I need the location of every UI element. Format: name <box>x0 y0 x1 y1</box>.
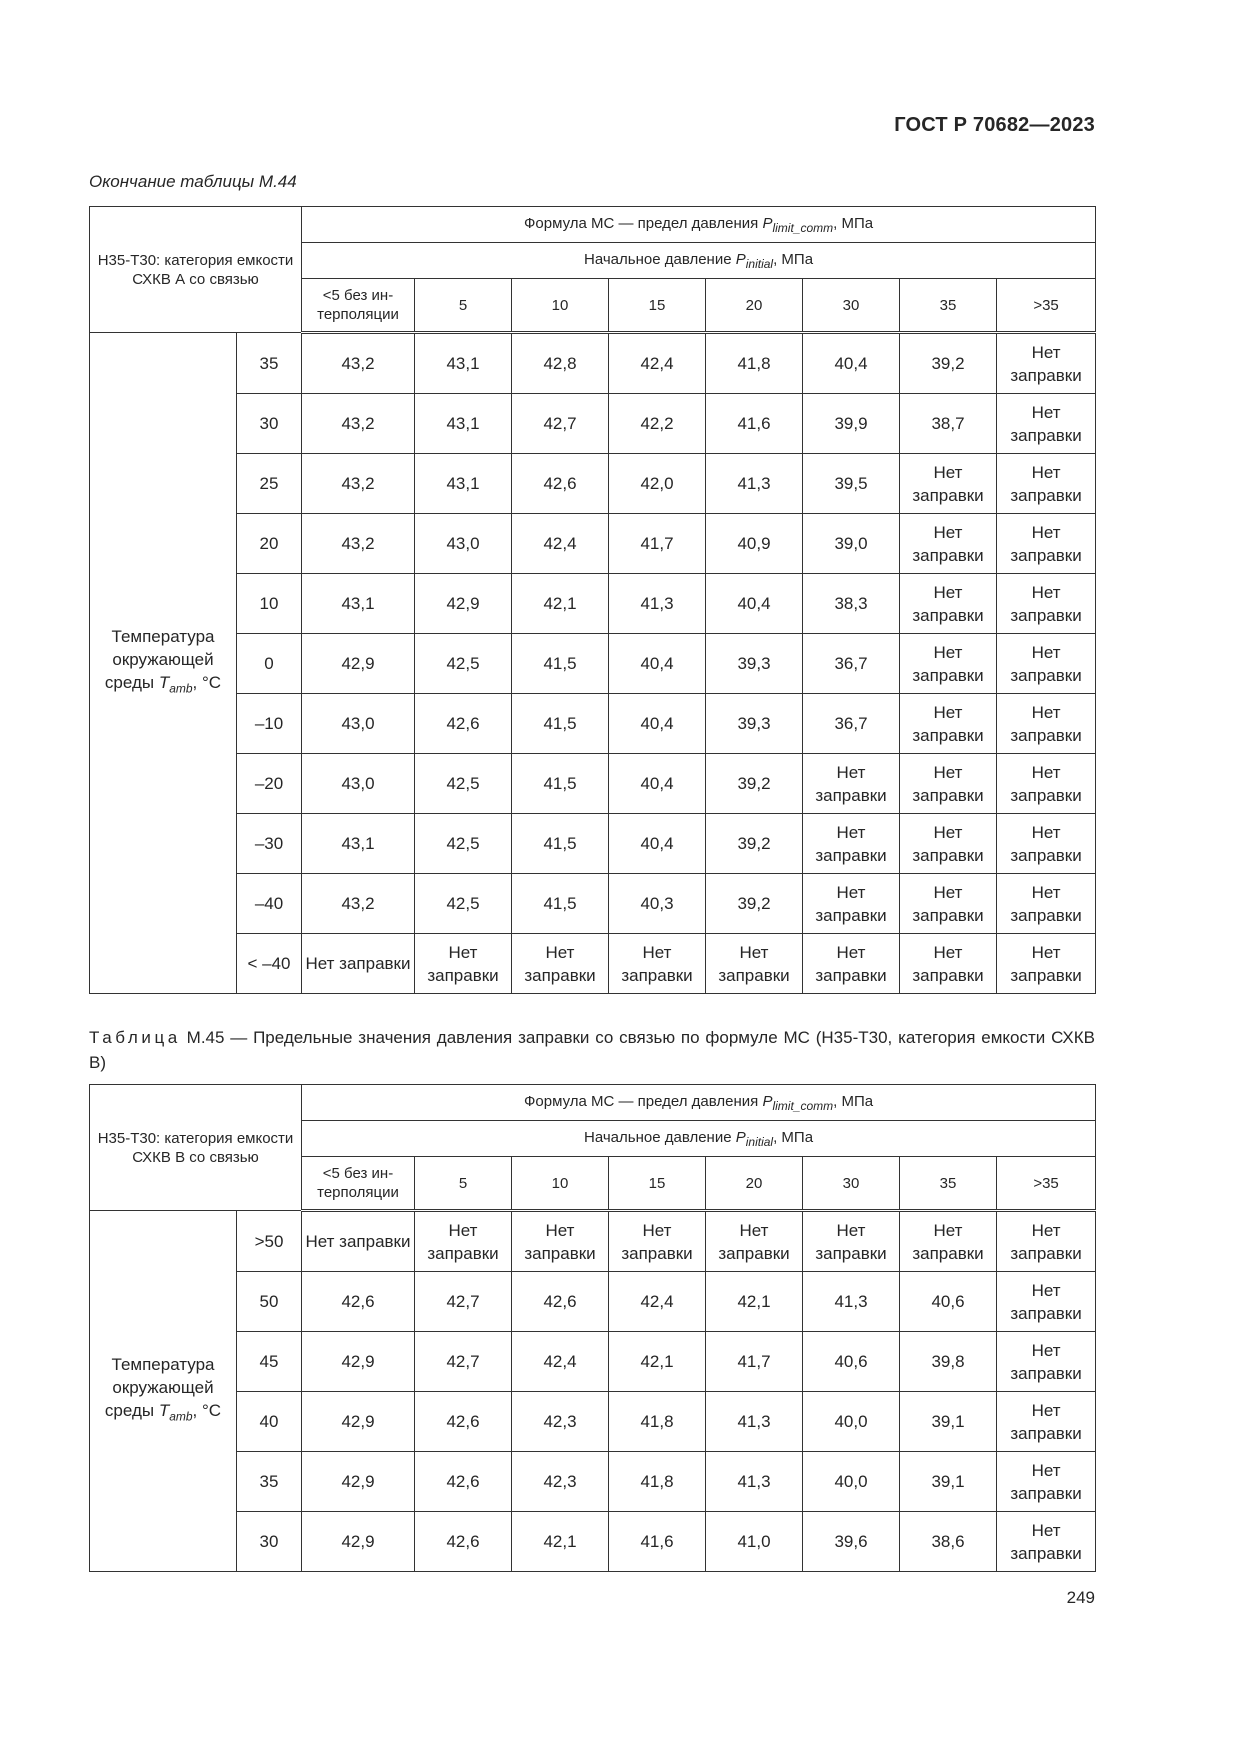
column-header: 5 <box>415 279 512 333</box>
value-cell: Нет заправки <box>803 814 900 874</box>
value-cell: 42,6 <box>415 1512 512 1572</box>
row-group-header: Температура окружающей среды $T_{amb}$, °C <box>90 1211 237 1572</box>
table-row <box>90 1332 1096 1392</box>
column-header: 35 <box>900 1157 997 1211</box>
value-cell: 41,3 <box>706 1452 803 1512</box>
value-cell: Нет заправки <box>803 1211 900 1272</box>
value-cell: 42,6 <box>302 1272 415 1332</box>
value-cell: 39,6 <box>803 1512 900 1572</box>
value-cell: 42,9 <box>302 1512 415 1572</box>
value-cell: 38,7 <box>900 394 997 454</box>
value-cell: 42,6 <box>512 1272 609 1332</box>
value-cell: 40,4 <box>609 754 706 814</box>
value-cell: Нет заправки <box>302 1211 415 1272</box>
value-cell: Нет заправки <box>900 574 997 634</box>
value-cell: Нет заправки <box>997 454 1096 514</box>
value-cell: 42,5 <box>415 814 512 874</box>
value-cell: 42,7 <box>415 1332 512 1392</box>
value-cell: Нет заправки <box>900 454 997 514</box>
value-cell: 40,0 <box>803 1452 900 1512</box>
temperature-cell: 35 <box>237 333 302 394</box>
value-cell: 39,2 <box>706 814 803 874</box>
value-cell: 39,5 <box>803 454 900 514</box>
value-cell: 41,0 <box>706 1512 803 1572</box>
value-cell: Нет заправки <box>997 754 1096 814</box>
value-cell: 43,1 <box>415 333 512 394</box>
value-cell: 40,4 <box>609 814 706 874</box>
temperature-cell: 50 <box>237 1272 302 1332</box>
value-cell: 43,0 <box>415 514 512 574</box>
value-cell: 42,5 <box>415 874 512 934</box>
temperature-cell: –20 <box>237 754 302 814</box>
value-cell: 41,3 <box>706 1392 803 1452</box>
value-cell: Нет заправки <box>997 694 1096 754</box>
value-cell: 42,0 <box>609 454 706 514</box>
value-cell: Нет заправки <box>997 1332 1096 1392</box>
value-cell: Нет заправки <box>997 1272 1096 1332</box>
value-cell: 42,4 <box>609 1272 706 1332</box>
value-cell: Нет заправки <box>609 1211 706 1272</box>
value-cell: 39,2 <box>706 874 803 934</box>
column-header: 15 <box>609 279 706 333</box>
row-group-header: Температура окружающей среды $T_{amb}$, °C <box>90 333 237 994</box>
value-cell: 42,4 <box>512 514 609 574</box>
temperature-cell: –40 <box>237 874 302 934</box>
value-cell: 41,7 <box>706 1332 803 1392</box>
value-cell: 41,8 <box>609 1392 706 1452</box>
value-cell: 43,0 <box>302 694 415 754</box>
value-cell: 41,6 <box>706 394 803 454</box>
table-corner-header: Н35-Т30: категория емкости СХКВ А со связью <box>90 207 302 333</box>
value-cell: 40,4 <box>609 694 706 754</box>
table-row <box>90 514 1096 574</box>
value-cell: 43,2 <box>302 514 415 574</box>
value-cell: Нет заправки <box>803 874 900 934</box>
value-cell: 42,5 <box>415 754 512 814</box>
value-cell: 43,1 <box>415 454 512 514</box>
value-cell: Нет заправки <box>900 934 997 994</box>
value-cell: 36,7 <box>803 694 900 754</box>
table-row <box>90 394 1096 454</box>
value-cell: 42,7 <box>512 394 609 454</box>
value-cell: 42,9 <box>302 1392 415 1452</box>
formula-header: Формула МС — предел давления $P_{limit\_comm}$, МПа <box>302 207 1096 243</box>
temperature-cell: –30 <box>237 814 302 874</box>
value-cell: 42,3 <box>512 1392 609 1452</box>
value-cell: 41,3 <box>609 574 706 634</box>
value-cell: 42,6 <box>415 1392 512 1452</box>
value-cell: Нет заправки <box>512 1211 609 1272</box>
initial-pressure-header: Начальное давление $P_{initial}$, МПа <box>302 243 1096 279</box>
value-cell: Нет заправки <box>997 814 1096 874</box>
value-cell: Нет заправки <box>997 333 1096 394</box>
value-cell: 43,2 <box>302 874 415 934</box>
value-cell: 42,2 <box>609 394 706 454</box>
value-cell: 36,7 <box>803 634 900 694</box>
value-cell: 41,7 <box>609 514 706 574</box>
temperature-cell: 0 <box>237 634 302 694</box>
value-cell: 43,1 <box>415 394 512 454</box>
table-row <box>90 814 1096 874</box>
formula-header: Формула МС — предел давления $P_{limit\_comm}$, МПа <box>302 1085 1096 1121</box>
value-cell: 42,6 <box>512 454 609 514</box>
value-cell: Нет заправки <box>997 1392 1096 1452</box>
temperature-cell: 20 <box>237 514 302 574</box>
table-corner-header: Н35-Т30: категория емкости СХКВ В со связью <box>90 1085 302 1211</box>
table-row <box>90 934 1096 994</box>
column-header: <5 без ин-терполяции <box>302 279 415 333</box>
table-row <box>90 1211 1096 1272</box>
table-row <box>90 1272 1096 1332</box>
value-cell: 43,2 <box>302 394 415 454</box>
value-cell: 38,3 <box>803 574 900 634</box>
column-header: <5 без ин-терполяции <box>302 1157 415 1211</box>
value-cell: Нет заправки <box>997 514 1096 574</box>
value-cell: 41,8 <box>706 333 803 394</box>
value-cell: 39,1 <box>900 1392 997 1452</box>
value-cell: Нет заправки <box>900 694 997 754</box>
value-cell: 39,2 <box>706 754 803 814</box>
value-cell: 42,6 <box>415 694 512 754</box>
value-cell: Нет заправки <box>415 934 512 994</box>
value-cell: 40,4 <box>609 634 706 694</box>
temperature-cell: 40 <box>237 1392 302 1452</box>
value-cell: 40,4 <box>803 333 900 394</box>
value-cell: Нет заправки <box>997 1452 1096 1512</box>
temperature-cell: 10 <box>237 574 302 634</box>
value-cell: Нет заправки <box>415 1211 512 1272</box>
value-cell: 43,0 <box>302 754 415 814</box>
value-cell: Нет заправки <box>609 934 706 994</box>
value-cell: 40,3 <box>609 874 706 934</box>
table-m45 <box>89 1084 1096 1572</box>
value-cell: 41,5 <box>512 634 609 694</box>
table-row <box>90 1452 1096 1512</box>
value-cell: 42,5 <box>415 634 512 694</box>
table-row <box>90 634 1096 694</box>
initial-pressure-header: Начальное давление $P_{initial}$, МПа <box>302 1121 1096 1157</box>
column-header: 5 <box>415 1157 512 1211</box>
column-header: 10 <box>512 279 609 333</box>
value-cell: 42,4 <box>609 333 706 394</box>
value-cell: Нет заправки <box>900 814 997 874</box>
temperature-cell: 35 <box>237 1452 302 1512</box>
value-cell: 42,7 <box>415 1272 512 1332</box>
table-row <box>90 333 1096 394</box>
value-cell: 43,1 <box>302 574 415 634</box>
temperature-cell: 25 <box>237 454 302 514</box>
page-number: 249 <box>1066 1588 1095 1607</box>
standard-number: ГОСТ Р 70682—2023 <box>894 114 1095 136</box>
value-cell: 39,9 <box>803 394 900 454</box>
temperature-cell: < –40 <box>237 934 302 994</box>
value-cell: 42,9 <box>302 1452 415 1512</box>
value-cell: Нет заправки <box>997 634 1096 694</box>
value-cell: Нет заправки <box>706 1211 803 1272</box>
value-cell: 40,6 <box>900 1272 997 1332</box>
value-cell: 42,1 <box>512 1512 609 1572</box>
temperature-cell: –10 <box>237 694 302 754</box>
value-cell: Нет заправки <box>706 934 803 994</box>
value-cell: 40,0 <box>803 1392 900 1452</box>
column-header: 20 <box>706 279 803 333</box>
value-cell: 38,6 <box>900 1512 997 1572</box>
value-cell: 41,3 <box>706 454 803 514</box>
table-row <box>90 574 1096 634</box>
column-header: >35 <box>997 1157 1096 1211</box>
temperature-cell: 30 <box>237 1512 302 1572</box>
column-header: 15 <box>609 1157 706 1211</box>
value-cell: 43,2 <box>302 333 415 394</box>
value-cell: Нет заправки <box>900 634 997 694</box>
value-cell: 42,3 <box>512 1452 609 1512</box>
value-cell: 41,5 <box>512 754 609 814</box>
table-row <box>90 1512 1096 1572</box>
value-cell: 40,4 <box>706 574 803 634</box>
column-header: >35 <box>997 279 1096 333</box>
value-cell: Нет заправки <box>803 754 900 814</box>
value-cell: Нет заправки <box>803 934 900 994</box>
value-cell: 39,2 <box>900 333 997 394</box>
value-cell: 43,1 <box>302 814 415 874</box>
column-header: 20 <box>706 1157 803 1211</box>
value-cell: 42,9 <box>415 574 512 634</box>
value-cell: 42,6 <box>415 1452 512 1512</box>
value-cell: Нет заправки <box>997 1211 1096 1272</box>
value-cell: Нет заправки <box>997 1512 1096 1572</box>
value-cell: 40,6 <box>803 1332 900 1392</box>
table-row <box>90 694 1096 754</box>
value-cell: Нет заправки <box>997 934 1096 994</box>
value-cell: 39,0 <box>803 514 900 574</box>
column-header: 10 <box>512 1157 609 1211</box>
value-cell: 42,4 <box>512 1332 609 1392</box>
table-row <box>90 1392 1096 1452</box>
column-header: 30 <box>803 1157 900 1211</box>
value-cell: 39,3 <box>706 634 803 694</box>
value-cell: Нет заправки <box>997 574 1096 634</box>
column-header: 35 <box>900 279 997 333</box>
value-cell: 41,3 <box>803 1272 900 1332</box>
value-cell: 39,1 <box>900 1452 997 1512</box>
value-cell: 42,9 <box>302 634 415 694</box>
value-cell: 39,3 <box>706 694 803 754</box>
value-cell: 41,8 <box>609 1452 706 1512</box>
value-cell: Нет заправки <box>302 934 415 994</box>
value-cell: 42,1 <box>609 1332 706 1392</box>
temperature-cell: 30 <box>237 394 302 454</box>
value-cell: 43,2 <box>302 454 415 514</box>
value-cell: 41,5 <box>512 874 609 934</box>
value-cell: Нет заправки <box>900 874 997 934</box>
temperature-cell: 45 <box>237 1332 302 1392</box>
value-cell: Нет заправки <box>900 754 997 814</box>
value-cell: 41,5 <box>512 814 609 874</box>
value-cell: Нет заправки <box>997 394 1096 454</box>
value-cell: 40,9 <box>706 514 803 574</box>
value-cell: 39,8 <box>900 1332 997 1392</box>
value-cell: 42,9 <box>302 1332 415 1392</box>
value-cell: 41,5 <box>512 694 609 754</box>
table-row <box>90 754 1096 814</box>
table-continuation-caption: Окончание таблицы М.44 <box>89 172 297 191</box>
value-cell: Нет заправки <box>900 1211 997 1272</box>
value-cell: Нет заправки <box>997 874 1096 934</box>
column-header: 30 <box>803 279 900 333</box>
table-row <box>90 874 1096 934</box>
table-m44-end <box>89 206 1096 994</box>
value-cell: 42,1 <box>706 1272 803 1332</box>
value-cell: 42,8 <box>512 333 609 394</box>
table-row <box>90 454 1096 514</box>
value-cell: 42,1 <box>512 574 609 634</box>
table-m45-title: Таблица М.45 — Предельные значения давления заправки со связью по формуле МС (Н35-Т30, категория емкости СХКВ В) <box>89 1028 1095 1072</box>
value-cell: Нет заправки <box>900 514 997 574</box>
temperature-cell: >50 <box>237 1211 302 1272</box>
value-cell: 41,6 <box>609 1512 706 1572</box>
value-cell: Нет заправки <box>512 934 609 994</box>
